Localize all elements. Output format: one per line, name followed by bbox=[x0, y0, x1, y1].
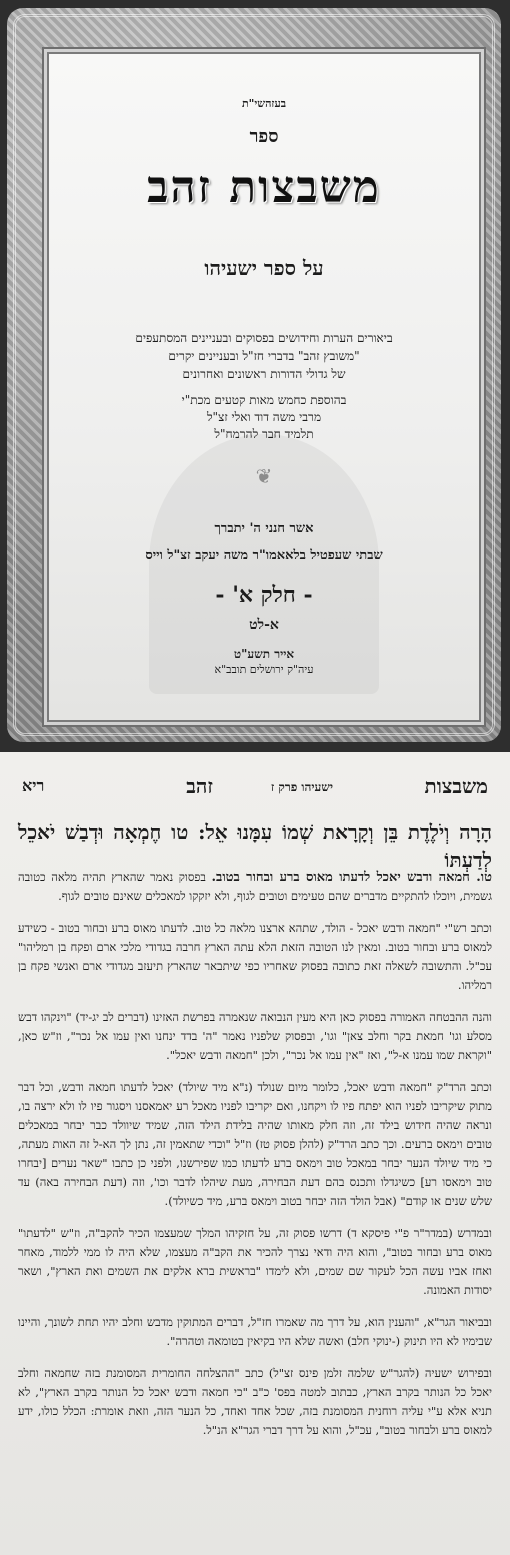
paragraph-text: והנה ההבטחה האמורה בפסוק כאן היא מעין הנבואה שנאמרה בפרשת האזינו (דברים לב יג-יד) "וינקהו דבש מסלע וגו' חמאת בקר וחלב צאן" וגו', ובפסוק שלפניו נאמר "ה' בדד ינחנו ואין עמו אל נכר", וז"ש כאן, "וקראת שמו עמנו א-ל", ואז "אין עמו אל נכר", ולכן "חמאה ודבש יאכל". bbox=[18, 1010, 492, 1062]
addition-line: תלמיד חבר להרמח"ל bbox=[214, 427, 314, 441]
title-panel bbox=[47, 52, 481, 722]
commentary-body bbox=[18, 868, 492, 1453]
paragraph-lead: טו. חמאה ודבש יאכל לדעתו מאוס ברע ובחור בטוב. bbox=[211, 870, 492, 885]
addition-line: מרבי משה דוד ואלי זצ"ל bbox=[206, 410, 322, 424]
book-title: משבצות זהב bbox=[147, 162, 381, 213]
ornamental-frame bbox=[7, 8, 501, 742]
paragraph-text: ובביאור הגר"א, "והענין הוא, על דרך מה שאמרו חז"ל, דברים המתוקין מדבש וחלב יהיו תחת לשונך, והיינו שבימיו לא היו תינוק (-ינוקי חלב) ואשה שלא היו בקיאין בטומאה וטהרה". bbox=[18, 1315, 492, 1348]
asher-line: אשר חנני ה' יתברך bbox=[214, 521, 314, 536]
commentary-paragraph bbox=[18, 1313, 492, 1351]
volume-part: - חלק א' - bbox=[215, 582, 313, 608]
book-cover bbox=[0, 0, 510, 752]
commentary-paragraph bbox=[18, 868, 492, 906]
chapter-range: א-לט bbox=[249, 617, 279, 633]
addition-line: בהוספת כחמש מאות קטעים מכת"י bbox=[181, 393, 347, 407]
chapter-label: ישעיהו פרק ז bbox=[270, 780, 333, 794]
sefer-label: ספר bbox=[249, 126, 279, 147]
bsd-mark: בעזהשי"ת bbox=[241, 97, 287, 110]
book-addition bbox=[49, 392, 479, 443]
commentary-paragraph bbox=[18, 1008, 492, 1065]
book-subtitle: על ספר ישעיהו bbox=[204, 256, 324, 280]
page-number: ריא bbox=[22, 776, 45, 795]
commentary-paragraph bbox=[18, 1078, 492, 1211]
running-title-right: משבצות bbox=[424, 774, 488, 798]
description-line: "משובץ זהב" בדברי חז"ל ובעניינים יקרים bbox=[168, 349, 360, 363]
sample-page bbox=[0, 752, 510, 1555]
menorah-watermark bbox=[149, 434, 379, 694]
publication-date: אייר תשע"ט bbox=[233, 647, 295, 661]
description-line: של גדולי הדורות ראשונים ואחרונים bbox=[182, 367, 346, 381]
book-description bbox=[49, 329, 479, 383]
paragraph-text: בפסוק נאמר שהארץ תהיה מלאה כטובה גשמית, ויוכלו להתקיים מדברים שהם טעימים וטובים לגוף, ולא יזקקו למאכלים שאינם טובים לגוף. bbox=[18, 870, 492, 903]
paragraph-text: וכתב הרד"ק "חמאה ודבש יאכל, כלומר מיום שנולד (נ"א מיד שיולד) יאכל לדעתו חמאה ודבש, וכל דבר מתוק שיקריבו לפניו הוא יפתח פיו לו ויקחנו, ואם יקריבו לפניו מאכל רע יאמאסנו ויסגור פיו לו ולא ירצה בו, ונראה שהיה חידוש בילד זה, וזה חלק מאותו שהיה בלידת הילד הזה, שמיד שיוולד כבר יבחר במאכלים טובים וימאס ברעים. וכך כתב הרד"ק (להלן פסוק טז) וז"ל "וכדי שתאמין זה, נתן לך הא-ל זה האות מעתה, כי מיד שיולד הנער יבחר במאכל טוב וימאס ברע לדעתו כמו שפירשנו, ולפני כן כתבו "שאר נערים [יבחרו טוב וימאסו רע] כשיגדלו ותכנס בהם דעת הבחירה, מעת שיהלו לדבר וכו', וזה (דעת הבחירה באה) עד שלש שנים או קודם" (אבל הולד הזה יבחר בטוב וימאס ברע, מיד כשיולד). bbox=[18, 1080, 492, 1208]
author-name: שבתי שעפטיל בלאאמו"ר משה יעקב זצ"ל וייס bbox=[145, 548, 383, 563]
commentary-paragraph bbox=[18, 1224, 492, 1300]
running-title-left: זהב bbox=[186, 774, 213, 798]
paragraph-text: ובפירוש ישעיה (להגר"ש שלמה זלמן פינס זצ"ל) כתב "ההצלחה החומרית המסומנת בזה שחמאה וחלב יאכל כל הנותר בקרב הארץ, כבתוב למטה בפס' כ"ב "כי חמאה ודבש יאכל כל הנותר בקרב הארץ", לא תניא אלא ע"י עליה רוחנית המסומנת בזה, שכל אחד ואחד, כל הנער הזה, וזאת אומרת: הכלל כולו, ידע למאוס ברע ולבחור בטוב", עכ"ל, והוא על דרך דברי הגר"א הנ"ל. bbox=[18, 1366, 492, 1437]
publication-place: עיה"ק ירושלים תובב"א bbox=[214, 663, 314, 676]
commentary-paragraph bbox=[18, 919, 492, 995]
paragraph-text: ובמדרש (במדר"ר פ"י פיסקא ד) דרשו פסוק זה, על חזקיהו המלך שמעצמו הכיר להקב"ה, וז"ש "לדעתו" מאוס ברע ובחור בטוב", והוא היה ודאי נצרך להכיר את הקב"ה מעצמו, שלא היה לו ממי ללמוד, מאחר ואחז אביו עשה הכל לעקור שם שמים, ולא לימדו "בראשית ברא אלקים את השמים ואת הארץ", ושאר יסודות האמונה. bbox=[18, 1226, 492, 1297]
paragraph-text: וכתב רש"י "חמאה ודבש יאכל - הולד, שתהא ארצנו מלאה כל טוב. לדעתו מאוס ברע ובחור בטוב - כשידע למאוס ברע ובחור בטוב. ומאין לנו הטובה הזאת הלא עתה הארץ חרבה בגדודי מלכי ארם ופקח בן רמליהו" עכ"ל. והתשובה לשאלה זאת כתובה בפסוק שאחריו כפי שיתבאר שהארץ תיעזב מגדודי ארם ואנשי פקח בן רמליהו. bbox=[18, 921, 492, 992]
verse-text: הָרָה וְיֹלֶדֶת בֵּן וְקָרָאת שְׁמוֹ עִמָּנוּ אֵל: טו חֶמְאָה וּדְבַשׁ יֹאכֵל לְדַעְתּוֹ bbox=[18, 820, 492, 872]
description-line: ביאורים הערות וחידושים בפסוקים ובעניינים המסתעפים bbox=[135, 331, 393, 345]
floral-ornament-icon: ❦ bbox=[255, 464, 273, 488]
page-header bbox=[22, 774, 488, 804]
commentary-paragraph bbox=[18, 1364, 492, 1440]
